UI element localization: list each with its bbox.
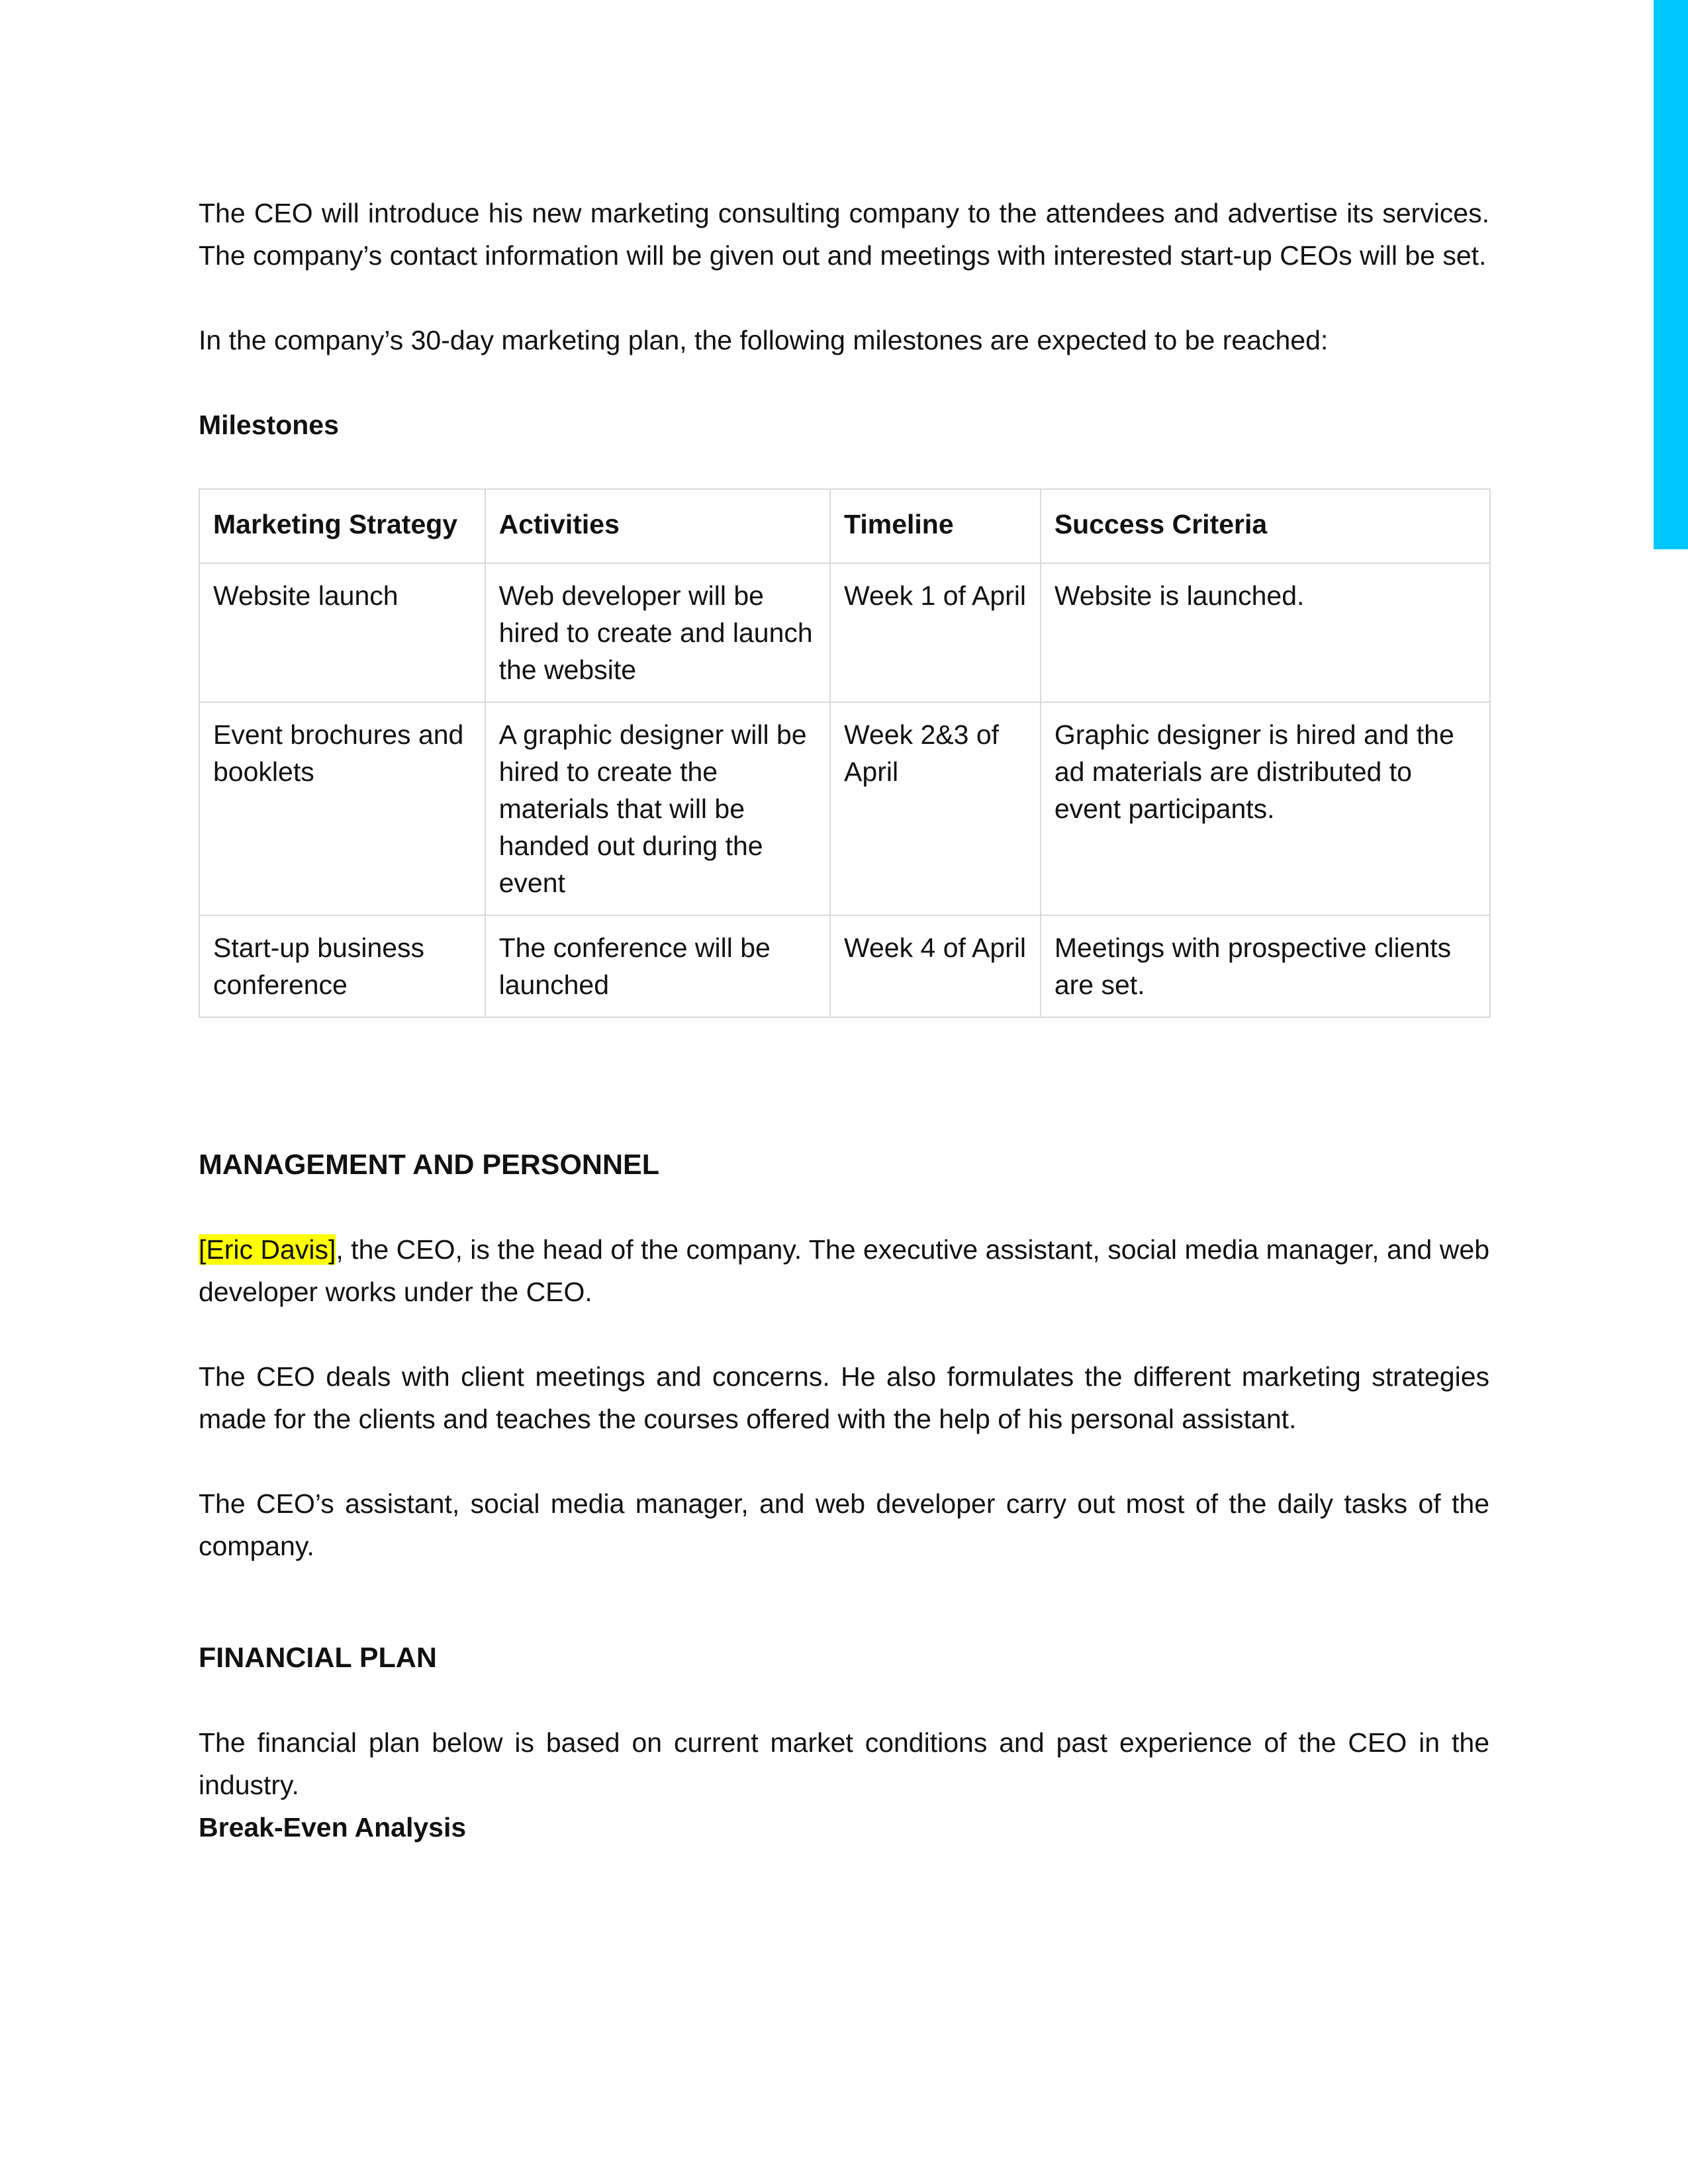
milestones-label: Milestones <box>199 410 339 440</box>
header-activities: Activities <box>485 489 830 563</box>
break-even-subheading: Break-Even Analysis <box>199 1812 467 1843</box>
cell-strategy: Start-up business conference <box>199 915 485 1017</box>
table-header-row <box>199 489 1490 563</box>
cell-timeline: Week 1 of April <box>830 563 1041 702</box>
cell-activities: Web developer will be hired to create and launch the website <box>485 563 830 702</box>
table-row <box>199 702 1490 915</box>
ceo-name-highlight: [Eric Davis] <box>199 1234 336 1265</box>
management-heading: MANAGEMENT AND PERSONNEL <box>199 1149 659 1181</box>
management-paragraph-1 <box>199 1228 1489 1313</box>
management-paragraph-2: The CEO deals with client meetings and concerns. He also formulates the different marketing strategies made for the clients and teaches the courses offered with the help of his personal assistant. <box>199 1361 1489 1434</box>
cell-timeline: Week 2&3 of April <box>830 702 1041 915</box>
cell-success-criteria: Graphic designer is hired and the ad materials are distributed to event participants. <box>1041 702 1490 915</box>
intro-paragraph-2: In the company’s 30-day marketing plan, the following milestones are expected to be reached: <box>199 325 1329 355</box>
cell-activities: The conference will be launched <box>485 915 830 1017</box>
document-page <box>199 192 1489 1848</box>
cell-activities: A graphic designer will be hired to create the materials that will be handed out during the event <box>485 702 830 915</box>
header-timeline: Timeline <box>830 489 1041 563</box>
management-paragraph-3: The CEO’s assistant, social media manager, and web developer carry out most of the daily tasks of the company. <box>199 1488 1489 1561</box>
header-marketing-strategy: Marketing Strategy <box>199 489 485 563</box>
cell-success-criteria: Website is launched. <box>1041 563 1490 702</box>
financial-paragraph-1: The financial plan below is based on current market conditions and past experience of the CEO in the industry. <box>199 1727 1489 1800</box>
table-row <box>199 563 1490 702</box>
milestones-table <box>199 488 1491 1018</box>
cell-strategy: Website launch <box>199 563 485 702</box>
cell-strategy: Event brochures and booklets <box>199 702 485 915</box>
table-row <box>199 915 1490 1017</box>
cell-success-criteria: Meetings with prospective clients are set. <box>1041 915 1490 1017</box>
financial-heading: FINANCIAL PLAN <box>199 1642 437 1674</box>
management-paragraph-1-text: , the CEO, is the head of the company. The executive assistant, social media manager, and web developer works under the CEO. <box>199 1234 1489 1307</box>
cell-timeline: Week 4 of April <box>830 915 1041 1017</box>
header-success-criteria: Success Criteria <box>1041 489 1490 563</box>
intro-paragraph-1: The CEO will introduce his new marketing consulting company to the attendees and advertise its services. The company’s contact information will be given out and meetings with interested start-up CEOs will be set. <box>199 198 1489 271</box>
accent-side-bar <box>1654 0 1688 549</box>
